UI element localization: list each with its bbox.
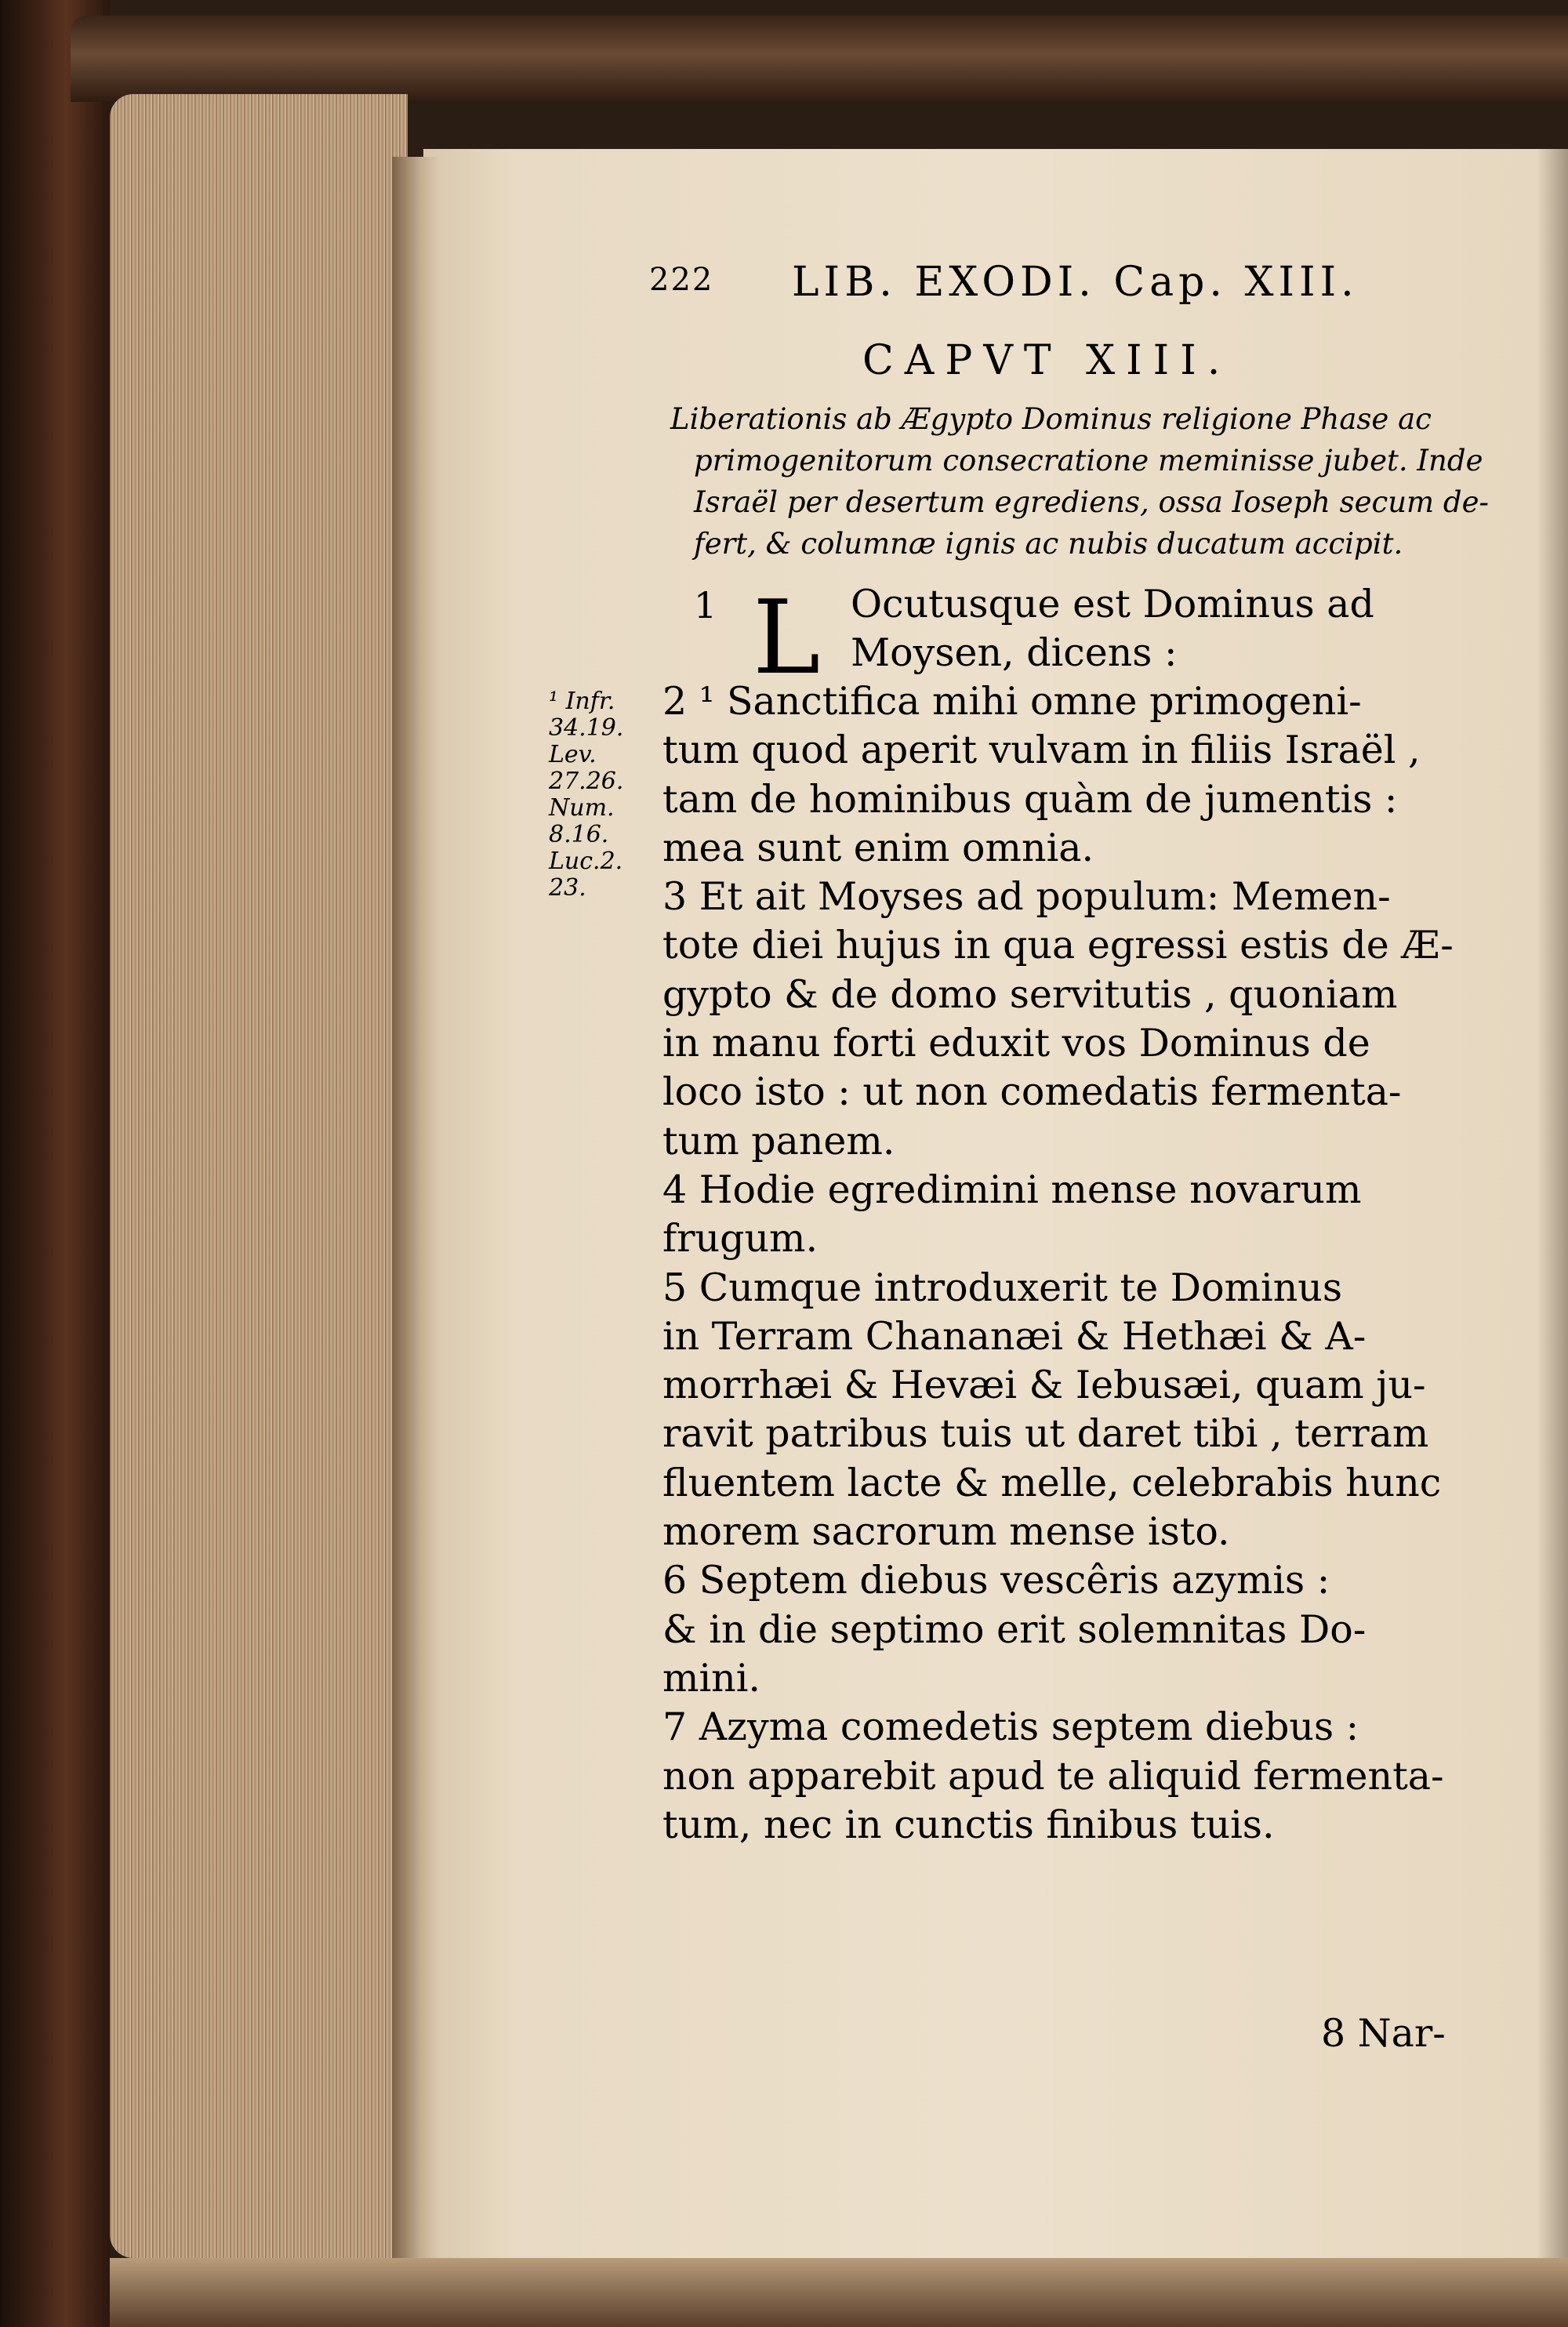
margin-note: 34.19. bbox=[549, 714, 624, 742]
book-spine bbox=[0, 0, 110, 2327]
summary-line: Liberationis ab Ægypto Dominus religione Phase ac bbox=[670, 402, 1432, 436]
text-line: 4 Hodie egredimini mense novarum bbox=[662, 1167, 1362, 1212]
text-line: gypto & de domo servitutis , quoniam bbox=[662, 971, 1398, 1017]
verse-1 bbox=[851, 580, 1494, 678]
text-line: tam de hominibus quàm de jumentis : bbox=[662, 776, 1398, 822]
page-gutter bbox=[392, 157, 439, 2258]
book-bottom-edge bbox=[110, 2258, 1568, 2327]
summary-line: primogenitorum consecratione meminisse jubet. Inde bbox=[694, 444, 1483, 477]
text-line: tum quod aperit vulvam in filiis Israël , bbox=[662, 728, 1421, 773]
text-line: mini. bbox=[662, 1655, 760, 1701]
verse-number: 1 bbox=[694, 584, 717, 626]
text-line: tote diei hujus in qua egressi estis de Æ- bbox=[662, 923, 1454, 968]
text-line: mea sunt enim omnia. bbox=[662, 825, 1094, 870]
body-text bbox=[662, 677, 1490, 1850]
text-line: frugum. bbox=[662, 1216, 818, 1262]
text-line: in manu forti eduxit vos Dominus de bbox=[662, 1021, 1370, 1066]
text-line: tum, nec in cunctis finibus tuis. bbox=[662, 1802, 1275, 1847]
margin-note: 8.16. bbox=[549, 821, 609, 848]
text-line: Moysen, dicens : bbox=[851, 630, 1178, 676]
page-header bbox=[649, 259, 1480, 306]
text-line: & in die septimo erit solemnitas Do- bbox=[662, 1606, 1367, 1652]
text-line: 5 Cumque introduxerit te Dominus bbox=[662, 1265, 1342, 1310]
text-line: 2 ¹ Sanctifica mihi omne primogeni- bbox=[662, 679, 1362, 724]
summary-line: fert, & columnæ ignis ac nubis ducatum accipit. bbox=[694, 527, 1403, 561]
text-line: 6 Septem diebus vescêris azymis : bbox=[662, 1558, 1330, 1603]
margin-note: Luc.2. bbox=[549, 848, 623, 875]
text-line: loco isto : ut non comedatis fermenta- bbox=[662, 1069, 1402, 1115]
text-line: fluentem lacte & melle, celebrabis hunc bbox=[662, 1460, 1442, 1505]
catchword: 8 Nar- bbox=[1321, 2011, 1446, 2056]
text-line: ravit patribus tuis ut daret tibi , terram bbox=[662, 1411, 1429, 1457]
text-line: in Terram Chananæi & Hethæi & A- bbox=[662, 1313, 1367, 1359]
margin-note: 27.26. bbox=[549, 768, 624, 795]
page-shadow bbox=[1537, 149, 1568, 2266]
chapter-summary bbox=[670, 398, 1494, 565]
text-line: Ocutusque est Dominus ad bbox=[851, 582, 1374, 626]
text-line: tum panem. bbox=[662, 1118, 895, 1164]
text-line: 7 Azyma comedetis septem diebus : bbox=[662, 1704, 1359, 1750]
text-line: 3 Et ait Moyses ad populum: Memen- bbox=[662, 874, 1391, 920]
text-line: morrhæi & Hevæi & Iebusæi, quam ju- bbox=[662, 1363, 1426, 1408]
chapter-title: CAPVT XIII. bbox=[862, 337, 1232, 384]
margin-references bbox=[549, 688, 651, 902]
running-title: LIB. EXODI. Cap. XIII. bbox=[792, 259, 1359, 306]
drop-cap: L bbox=[753, 578, 821, 697]
book-cover-edge bbox=[71, 16, 1568, 102]
margin-note: Num. bbox=[549, 794, 615, 822]
summary-line: Israël per desertum egrediens, ossa Ioseph secum de- bbox=[694, 485, 1489, 519]
text-line: morem sacrorum mense isto. bbox=[662, 1509, 1230, 1555]
margin-note: ¹ Infr. bbox=[549, 688, 615, 715]
page-edges bbox=[110, 94, 408, 2258]
margin-note: 23. bbox=[549, 874, 586, 902]
text-line: non apparebit apud te aliquid fermenta- bbox=[662, 1753, 1444, 1799]
page-number: 222 bbox=[649, 262, 714, 298]
margin-note: Lev. bbox=[549, 741, 597, 768]
